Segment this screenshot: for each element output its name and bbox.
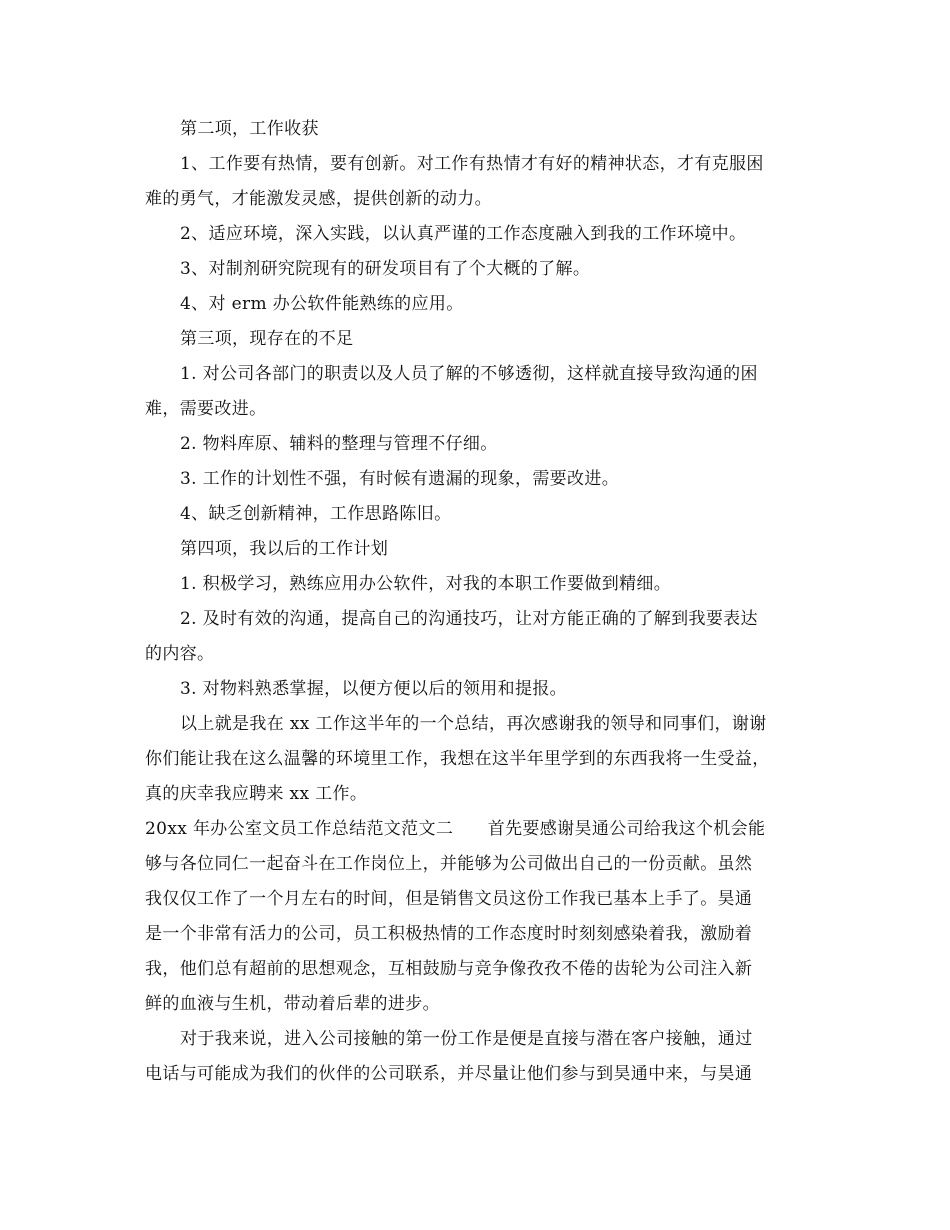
paragraph-line: 你们能让我在这么温馨的环境里工作，我想在这半年里学到的东西我将一生受益， (145, 749, 770, 769)
paragraph-line: 4、对 erm 办公软件能熟练的应用。 (180, 294, 464, 314)
paragraph-line: 3、对制剂研究院现有的研发项目有了个大概的了解。 (180, 259, 591, 279)
paragraph-line: 是一个非常有活力的公司，员工积极热情的工作态度时时刻刻感染着我，激励着 (145, 924, 753, 944)
paragraph-line: 对于我来说，进入公司接触的第一份工作是便是直接与潜在客户接触，通过 (180, 1029, 753, 1049)
paragraph-line: 够与各位同仁一起奋斗在工作岗位上，并能够为公司做出自己的一份贡献。虽然 (145, 854, 753, 874)
paragraph-line: 3. 工作的计划性不强，有时候有遗漏的现象，需要改进。 (180, 469, 620, 489)
paragraph-line: 电话与可能成为我们的伙伴的公司联系，并尽量让他们参与到昊通中来，与昊通 (145, 1064, 753, 1084)
paragraph-line: 我仅仅工作了一个月左右的时间，但是销售文员这份工作我已基本上手了。昊通 (145, 889, 753, 909)
paragraph-line: 难，需要改进。 (145, 399, 267, 419)
paragraph-line: 难的勇气，才能激发灵感，提供创新的动力。 (145, 189, 492, 209)
section-title-2: 第二项，工作收获 (180, 119, 319, 139)
paragraph-line: 2、适应环境，深入实践，以认真严谨的工作态度融入到我的工作环境中。 (180, 224, 747, 244)
section-title-3: 第三项，现存在的不足 (180, 329, 354, 349)
paragraph-line: 1. 积极学习，熟练应用办公软件，对我的本职工作要做到精细。 (180, 574, 672, 594)
paragraph-line: 20xx 年办公室文员工作总结范文范文二 首先要感谢昊通公司给我这个机会能 (145, 819, 766, 839)
paragraph-line: 鲜的血液与生机，带动着后辈的进步。 (145, 994, 440, 1014)
document-body (145, 112, 805, 1092)
paragraph-line: 1、工作要有热情，要有创新。对工作有热情才有好的精神状态，才有克服困 (180, 154, 764, 174)
paragraph-line: 真的庆幸我应聘来 xx 工作。 (145, 784, 368, 804)
paragraph-line: 以上就是我在 xx 工作这半年的一个总结，再次感谢我的领导和同事们，谢谢 (180, 714, 767, 734)
paragraph-line: 2. 物料库原、辅料的整理与管理不仔细。 (180, 434, 498, 454)
paragraph-line: 的内容。 (145, 644, 215, 664)
paragraph-line: 1. 对公司各部门的职责以及人员了解的不够透彻，这样就直接导致沟通的困 (180, 364, 758, 384)
paragraph-line: 我，他们总有超前的思想观念，互相鼓励与竞争像孜孜不倦的齿轮为公司注入新 (145, 959, 753, 979)
paragraph-line: 4、缺乏创新精神，工作思路陈旧。 (180, 504, 452, 524)
paragraph-line: 3. 对物料熟悉掌握，以便方便以后的领用和提报。 (180, 679, 568, 699)
section-title-4: 第四项，我以后的工作计划 (180, 539, 389, 559)
paragraph-line: 2. 及时有效的沟通，提高自己的沟通技巧，让对方能正确的了解到我要表达 (180, 609, 758, 629)
